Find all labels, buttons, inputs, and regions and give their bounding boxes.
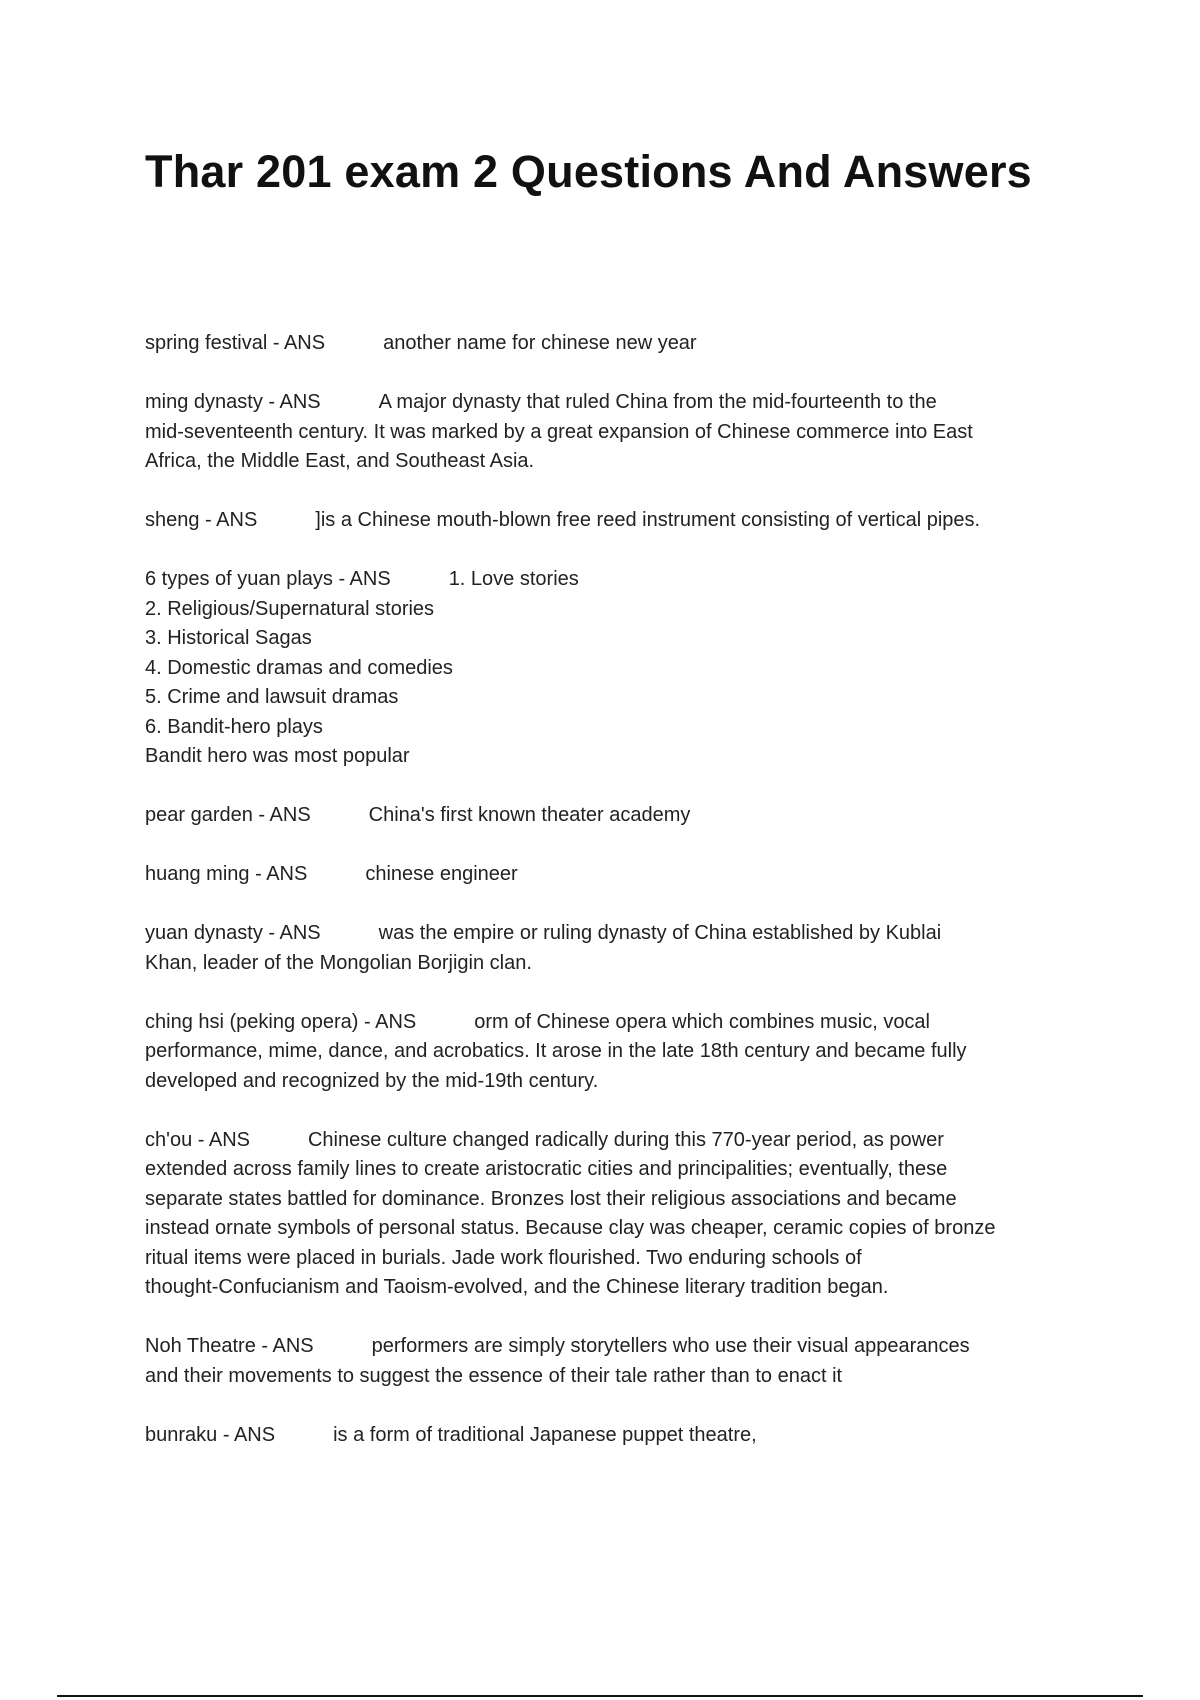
definition-text: 2. Religious/Supernatural stories xyxy=(145,597,435,620)
definition-text: mid-seventeenth century. It was marked by a great expansion of Chinese commerce into East xyxy=(145,420,973,443)
definition-text: orm of Chinese opera which combines music, vocal xyxy=(474,1010,931,1033)
qa-entry xyxy=(145,801,1095,831)
entry-term: Noh Theatre - ANS xyxy=(145,1335,314,1357)
entry-first-line xyxy=(145,801,1095,831)
definition-text: 5. Crime and lawsuit dramas xyxy=(145,686,399,708)
definition-text: Khan, leader of the Mongolian Borjigin clan. xyxy=(145,951,532,974)
qa-entry xyxy=(145,1126,1095,1303)
qa-entry xyxy=(145,329,1095,359)
definition-text: ]is a Chinese mouth-blown free reed instrument consisting of vertical pipes. xyxy=(315,509,981,531)
definition-line xyxy=(145,683,1095,713)
definition-text: Bandit hero was most popular xyxy=(145,745,410,767)
entry-first-line xyxy=(145,506,1095,536)
definition-line xyxy=(145,418,1095,448)
entry-term: bunraku - ANS xyxy=(145,1423,276,1446)
entry-first-line xyxy=(145,1008,1095,1038)
entry-first-line xyxy=(145,1126,1095,1156)
bottom-rule xyxy=(57,1695,1143,1697)
definition-line xyxy=(145,1214,1095,1244)
entry-first-line xyxy=(145,565,1095,595)
definition-line xyxy=(145,595,1095,625)
definition-text: separate states battled for dominance. Bronzes lost their religious associations and became xyxy=(145,1187,957,1210)
entry-term: ching hsi (peking opera) - ANS xyxy=(145,1010,417,1033)
entry-term: ming dynasty - ANS xyxy=(145,391,321,413)
entry-first-line xyxy=(145,919,1095,949)
definition-text: 1. Love stories xyxy=(448,568,579,590)
qa-entry xyxy=(145,1332,1095,1391)
entry-term: ch'ou - ANS xyxy=(145,1128,250,1151)
definition-text: 4. Domestic dramas and comedies xyxy=(145,656,453,679)
entry-term: spring festival - ANS xyxy=(145,332,326,354)
qa-entry xyxy=(145,506,1095,536)
qa-entry-list xyxy=(145,329,1095,1480)
definition-text: chinese engineer xyxy=(365,863,518,885)
definition-text: performance, mime, dance, and acrobatics. It arose in the late 18th century and became fully xyxy=(145,1040,967,1062)
entry-first-line xyxy=(145,1421,1095,1451)
page-title: Thar 201 exam 2 Questions And Answers xyxy=(145,146,1032,197)
definition-line xyxy=(145,713,1095,743)
definition-text: ritual items were placed in burials. Jade work flourished. Two enduring schools of xyxy=(145,1246,862,1269)
definition-text: was the empire or ruling dynasty of China established by Kublai xyxy=(378,922,942,944)
definition-line xyxy=(145,1185,1095,1215)
entry-term: yuan dynasty - ANS xyxy=(145,922,321,944)
entry-first-line xyxy=(145,329,1095,359)
definition-text: A major dynasty that ruled China from the mid-fourteenth to the xyxy=(378,391,937,413)
definition-text: instead ornate symbols of personal status. Because clay was cheaper, ceramic copies of bronze xyxy=(145,1217,996,1239)
entry-first-line xyxy=(145,1332,1095,1362)
entry-term: huang ming - ANS xyxy=(145,863,308,885)
entry-term: sheng - ANS xyxy=(145,509,258,531)
definition-text: is a form of traditional Japanese puppet theatre, xyxy=(333,1423,757,1446)
definition-line xyxy=(145,1362,1095,1392)
definition-line xyxy=(145,1067,1095,1097)
definition-line xyxy=(145,949,1095,979)
definition-text: 6. Bandit-hero plays xyxy=(145,715,323,738)
entry-first-line xyxy=(145,860,1095,890)
definition-line xyxy=(145,447,1095,477)
definition-text: China's first known theater academy xyxy=(368,804,691,826)
definition-text: thought-Confucianism and Taoism-evolved, and the Chinese literary tradition began. xyxy=(145,1276,889,1298)
qa-entry xyxy=(145,1421,1095,1451)
qa-entry xyxy=(145,565,1095,772)
definition-line xyxy=(145,1273,1095,1303)
qa-entry xyxy=(145,860,1095,890)
definition-text: developed and recognized by the mid-19th century. xyxy=(145,1069,599,1092)
definition-text: 3. Historical Sagas xyxy=(145,627,312,649)
definition-text: another name for chinese new year xyxy=(383,332,697,354)
entry-term: pear garden - ANS xyxy=(145,804,311,826)
qa-entry xyxy=(145,1008,1095,1097)
definition-text: and their movements to suggest the essence of their tale rather than to enact it xyxy=(145,1364,843,1387)
definition-line xyxy=(145,1244,1095,1274)
definition-line xyxy=(145,624,1095,654)
definition-text: Africa, the Middle East, and Southeast Asia. xyxy=(145,450,535,472)
definition-line xyxy=(145,654,1095,684)
qa-entry xyxy=(145,919,1095,978)
definition-text: Chinese culture changed radically during this 770-year period, as power xyxy=(307,1128,944,1151)
definition-line xyxy=(145,1155,1095,1185)
definition-text: performers are simply storytellers who use their visual appearances xyxy=(371,1335,970,1357)
qa-entry xyxy=(145,388,1095,477)
definition-line xyxy=(145,1037,1095,1067)
definition-text: extended across family lines to create aristocratic cities and principalities; eventually, these xyxy=(145,1158,948,1180)
entry-first-line xyxy=(145,388,1095,418)
definition-line xyxy=(145,742,1095,772)
entry-term: 6 types of yuan plays - ANS xyxy=(145,568,391,590)
